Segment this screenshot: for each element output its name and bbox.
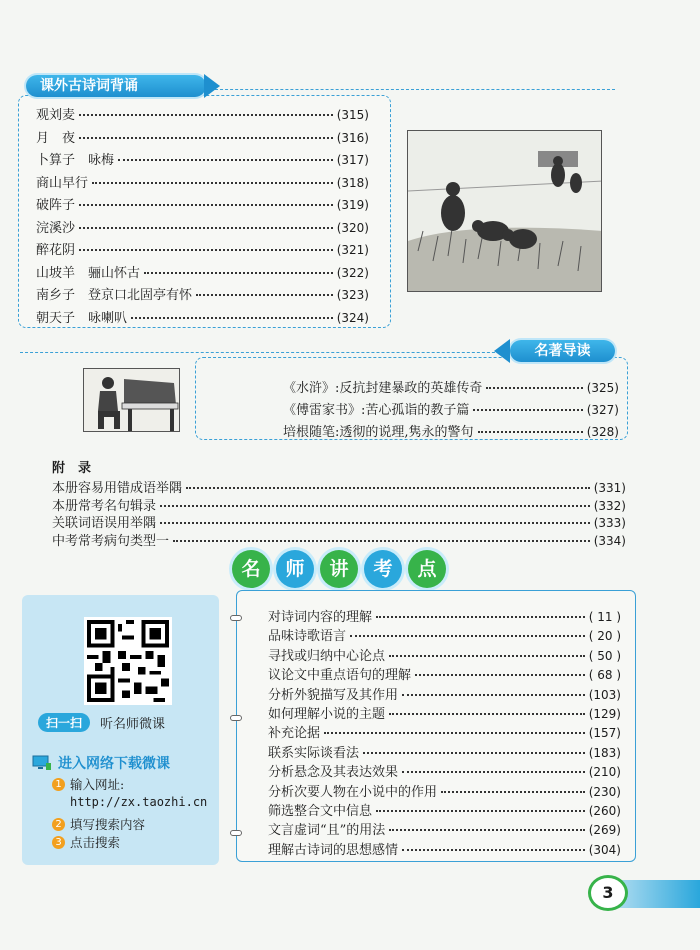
exam-point-page: (230) [588,784,621,799]
classic-title: 培根随笔:透彻的说理,隽永的警句 [283,425,474,440]
leader-dots [486,387,582,389]
poem-page: (317) [336,153,369,167]
appendix-page: (334) [593,533,626,548]
leader-dots [473,409,582,411]
poem-page: (321) [336,243,369,257]
binder-pin-icon [230,830,242,836]
step-1 [52,775,124,793]
leader-dots [79,249,333,251]
leader-dots [415,674,585,676]
poem-title: 商山早行 [36,175,89,191]
leader-dots [376,616,585,618]
download-title-text: 进入网络下载微课 [58,756,170,772]
poem-row [36,149,369,168]
step-1-text: 输入网址: [70,777,125,792]
classic-row [283,421,619,440]
leader-dots [441,791,585,793]
exam-point-title: 文言虚词“且”的用法 [268,823,386,839]
poem-title: 月 夜 [36,130,76,146]
classic-row [283,399,619,418]
appendix-page: (331) [593,481,626,495]
poem-row [36,262,369,281]
section-divider [20,352,510,353]
banner-char: 点 [408,550,446,588]
poem-page: (319) [336,198,369,212]
leader-dots [160,505,590,507]
banner-char: 考 [364,550,402,588]
leader-dots [173,540,590,542]
poem-title: 卜算子 咏梅 [36,153,115,168]
qr-panel [22,595,219,865]
poem-row [36,284,369,303]
exam-point-page: (210) [588,765,621,780]
poem-row [36,172,369,191]
section-divider [210,89,615,90]
exam-point-row [268,703,621,722]
poem-title: 朝天子 咏喇叭 [36,310,128,326]
exam-point-page: ( 20 ) [588,629,621,644]
leader-dots [79,114,333,116]
poem-row [36,307,369,326]
exam-point-page: (157) [588,726,621,741]
exam-point-title: 补充论据 [268,726,321,742]
section-tag-label: 课外古诗词背诵 [40,78,138,94]
poem-page: (316) [336,130,369,145]
poem-page: (323) [336,288,369,302]
exam-point-page: (103) [588,687,621,702]
arrow-icon [494,339,510,363]
poem-title: 南乡子 登京口北固亭有怀 [36,288,193,303]
exam-point-page: (129) [588,707,621,721]
exam-point-row [268,722,621,741]
poem-page: (315) [336,108,369,122]
leader-dots [131,317,333,319]
poem-title: 山坡羊 骊山怀古 [36,265,141,281]
appendix-row [52,495,626,514]
download-url[interactable]: http://zx.taozhi.cn [70,795,208,809]
arrow-icon [204,74,220,98]
download-title [32,753,170,773]
poem-page: (324) [336,310,369,325]
exam-point-title: 品味诗歌语言 [268,629,347,645]
computer-icon [32,755,52,771]
appendix-heading: 附 录 [52,461,92,476]
step-2 [52,815,145,833]
binder-pin-icon [230,715,242,721]
leader-dots [350,635,585,637]
exam-point-page: (269) [588,823,621,838]
page-number: 3 [588,875,628,911]
leader-dots [196,294,333,296]
scan-row [38,713,165,732]
exam-point-title: 筛选整合文中信息 [268,804,373,819]
poem-row [36,239,369,258]
exam-point-title: 议论文中重点语句的理解 [268,668,412,684]
exam-point-title: 分析外貌描写及其作用 [268,687,399,703]
poem-title: 破阵子 [36,198,76,213]
exam-point-row [268,664,621,683]
exam-point-title: 寻找或归纳中心论点 [268,648,386,664]
exam-point-page: (304) [588,842,621,857]
section-tag-label: 名著导读 [534,343,591,359]
exam-point-row [268,606,621,625]
step-3 [52,833,120,851]
scan-text: 听名师微课 [100,717,166,732]
exam-point-row [268,800,621,819]
section-tag-classics [510,340,615,362]
exam-point-page: (183) [588,745,621,760]
leader-dots [402,771,585,773]
scan-button[interactable]: 扫一扫 [38,713,90,732]
classic-title: 《水浒》:反抗封建暴政的英雄传奇 [283,381,483,396]
step-number-icon: 1 [52,778,65,791]
appendix-row [52,512,626,531]
poem-row [36,194,369,213]
classic-page: (328) [586,425,619,439]
exam-point-page: ( 68 ) [588,668,621,683]
exam-point-title: 分析悬念及其表达效果 [268,765,399,781]
banner-char: 名 [232,550,270,588]
classic-title: 《傅雷家书》:苦心孤诣的教子篇 [283,403,470,418]
exam-point-page: ( 11 ) [588,610,621,624]
appendix-page: (332) [593,498,626,513]
leader-dots [389,829,584,831]
appendix-title: 本册容易用错成语举隅 [52,481,183,496]
exam-point-page: ( 50 ) [588,648,621,663]
exam-point-row [268,839,621,858]
section-tag-poetry [26,75,206,97]
appendix-title: 关联词语误用举隅 [52,516,157,531]
exam-point-row [268,742,621,761]
poem-row [36,217,369,236]
banner-char: 师 [276,550,314,588]
qr-code[interactable] [84,617,172,705]
leader-dots [478,431,583,433]
exam-point-title: 理解古诗词的思想感情 [268,842,399,858]
poem-title: 醉花阴 [36,243,76,258]
poem-title: 观刘麦 [36,108,76,123]
exam-point-page: (260) [588,804,621,818]
leader-dots [324,732,585,734]
poem-page: (318) [336,175,369,190]
farmers-illustration [407,130,602,292]
classic-page: (325) [586,381,619,395]
poem-page: (320) [336,220,369,235]
leader-dots [363,752,585,754]
classic-page: (327) [586,403,619,417]
step-2-text: 填写搜索内容 [70,817,146,832]
leader-dots [402,849,585,851]
appendix-title: 本册常考名句辑录 [52,498,157,514]
binder-pin-icon [230,615,242,621]
leader-dots [79,204,333,206]
step-number-icon: 3 [52,836,65,849]
leader-dots [79,137,333,139]
classic-row [283,377,619,396]
famous-teacher-banner [232,550,446,588]
step-3-text: 点击搜索 [70,835,121,850]
exam-point-row [268,645,621,664]
leader-dots [79,227,333,229]
leader-dots [376,810,585,812]
leader-dots [92,182,333,184]
poem-row [36,104,369,123]
leader-dots [144,272,333,274]
appendix-title: 中考常考病句类型一 [52,533,170,549]
leader-dots [389,713,585,715]
leader-dots [118,159,333,161]
step-number-icon: 2 [52,818,65,831]
exam-point-row [268,781,621,800]
appendix-page: (333) [593,516,626,530]
banner-char: 讲 [320,550,358,588]
poem-row [36,127,369,146]
exam-point-title: 对诗词内容的理解 [268,610,373,625]
leader-dots [389,655,585,657]
exam-point-row [268,819,621,838]
poem-page: (322) [336,265,369,280]
pianist-illustration [83,368,180,432]
exam-point-row [268,684,621,703]
exam-point-row [268,761,621,780]
appendix-row [52,530,626,549]
exam-point-title: 如何理解小说的主题 [268,707,386,722]
exam-point-title: 联系实际谈看法 [268,745,360,761]
leader-dots [402,694,585,696]
exam-point-title: 分析次要人物在小说中的作用 [268,784,438,800]
poem-title: 浣溪沙 [36,220,76,236]
leader-dots [186,487,590,489]
exam-point-row [268,625,621,644]
appendix-row [52,477,626,496]
leader-dots [160,522,590,524]
